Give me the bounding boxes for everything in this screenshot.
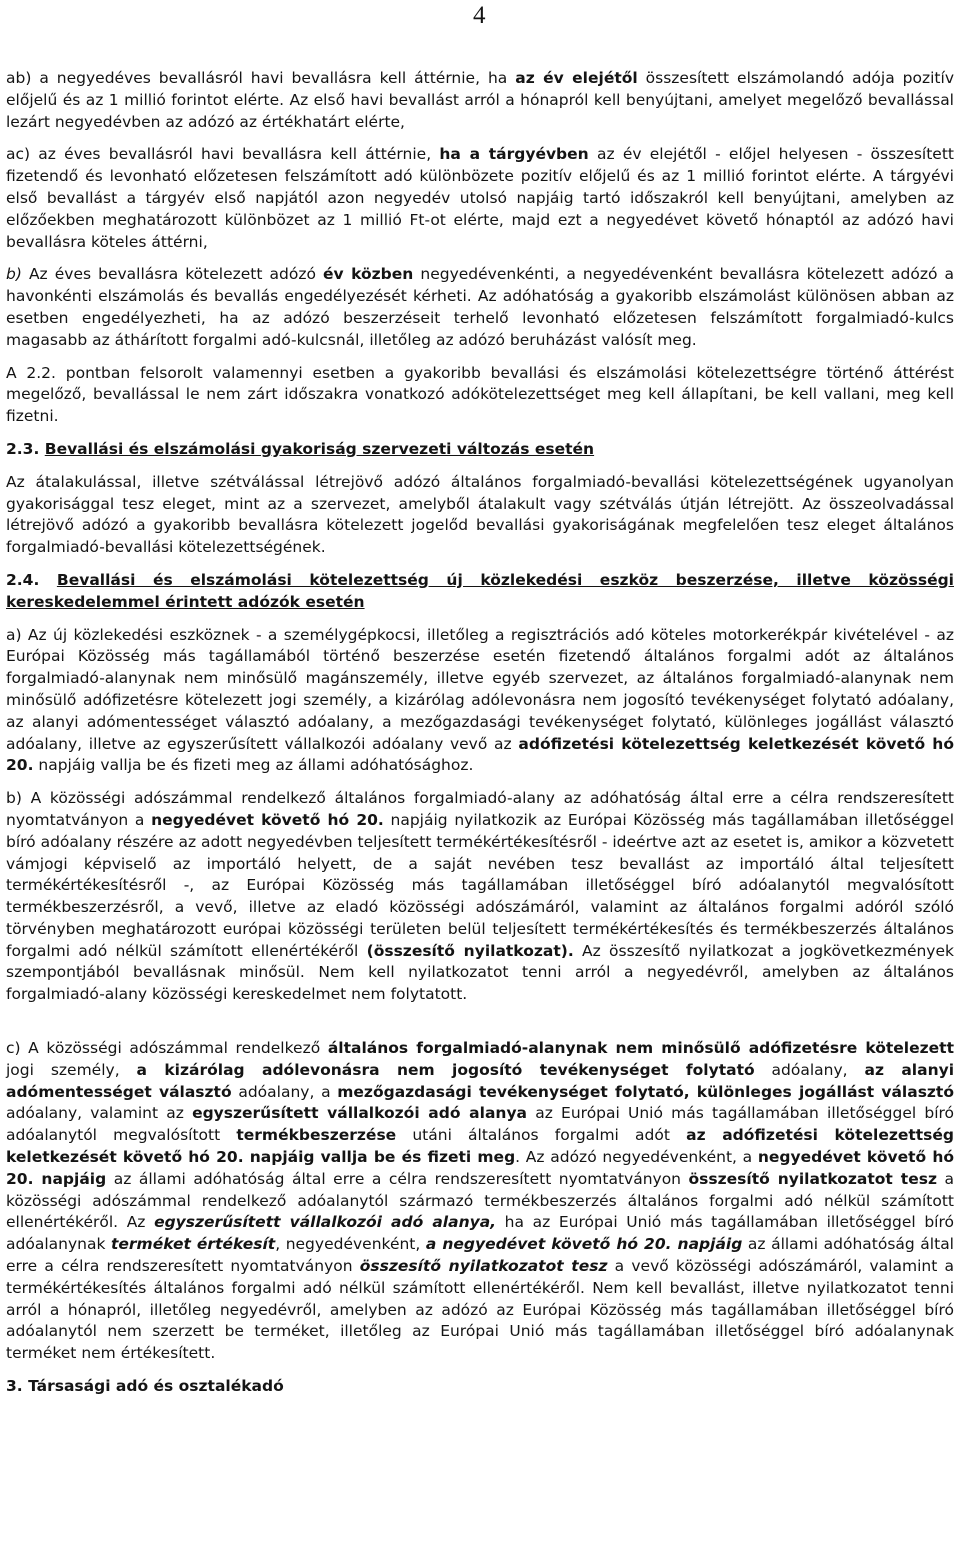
text-run: az év elejétől xyxy=(515,69,638,87)
text-run: negyedévet követő hó 20. napjáig xyxy=(6,1148,954,1188)
text-run: a negyedévet követő hó 20. napjáig xyxy=(425,1235,743,1254)
document-body xyxy=(6,68,954,1398)
text-run: terméket értékesít xyxy=(110,1235,276,1254)
text-run: adófizetési kötelezettség keletkezését követő hó 20. xyxy=(6,734,954,775)
paragraph-b-community-trade xyxy=(6,788,954,1006)
paragraph-a-new-vehicle xyxy=(6,625,954,778)
text-run: 3. Társasági adó és osztalékadó xyxy=(6,1377,284,1396)
text-run: c) A közösségi adószámmal rendelkező xyxy=(6,1039,328,1058)
text-run: ab) a negyedéves bevallásról havi bevallásra kell áttérnie, ha xyxy=(6,69,516,87)
text-run: Az éves bevallásra kötelezett adózó xyxy=(21,265,323,284)
text-run: A 2.2. pontban felsorolt valamennyi esetben a gyakoribb bevallási és elszámolási kötelezettségre történő áttérést megelőző, bevallással le nem zárt időszakra vonatkozó adókötelezettséget meg kell állapítani, be kell vallani, meg kell fizetni. xyxy=(6,363,954,426)
text-run: a kizárólag adólevonásra nem jogosító tevékenységet folytató xyxy=(136,1060,755,1079)
text-run: év közben xyxy=(322,265,414,284)
text-run: a közösségi adószámmal rendelkező adóalanytól származó termékbeszerzés általános forgalmi adó nélkül számított ellenértékéről. Az xyxy=(6,1169,954,1232)
text-run: 2.3. xyxy=(6,439,45,458)
text-run: negyedévenkénti, a negyedévenként bevallásra kötelezett adózó a havonkénti elszámolás és bevallás engedélyezését kérheti. Az adóhatóság a gyakoribb elszámolást különösen abban az esetben engedélyezheti, ha az adózó beszerzéseit terhelő levonható előzetesen felszámított forgalmiadó-kulcs magasabb az áthárított forgalmi adó-kulcsnál, illetőleg az adózó beruházást valósít meg. xyxy=(6,265,954,349)
text-run: adóalany, xyxy=(754,1060,865,1079)
text-run: napjáig nyilatkozik az Európai Közösség más tagállamában illetőséggel bíró adóalany részére az adott negyedévben teljesített termékértékesítésről - ideértve azt az esetet is, amikor a közvetett vámjogi képviselő az importáló helyett, de a saját nevében tesz bevallást az importáló által teljesített termékértékesítésről -, az Európai Közösség más tagállamában illetőséggel bíró adóalanytól megvalósított termékbeszerzésről, a vevő, illetve az eladó közösségi adószámáról, valamint az általános forgalmi adóról szóló törvényben meghatározott európai közösségi területen belül teljesített termékértékesítés és termékbeszerzés általános forgalmi adó nélkül számított ellenértékéről xyxy=(6,810,955,960)
section-heading-2-4 xyxy=(6,570,954,614)
paragraph-ab xyxy=(6,68,954,133)
text-run: 2.4. xyxy=(6,570,57,589)
paragraph-reorganisation xyxy=(6,472,954,559)
text-run: az év elejétől - előjel helyesen - összesített fizetendő és levonható előzetesen felszámított adó különbözete pozitív előjelű és az 1 millió forintot elérte. A tárgyévi első bevallást a tárgyév első napjától azon negyedév utolsó napjáig tartó időszakról kell benyújtani, amelyben az előzőekben meghatározott különbözet az 1 millió Ft-ot elérte, majd ezt a negyedévet követő hónaptól az adózó havi bevallásra köteles áttérni, xyxy=(6,145,954,251)
text-run: Bevallási és elszámolási gyakoriság szervezeti változás esetén xyxy=(44,439,595,458)
text-run: összesítő nyilatkozatot tesz xyxy=(359,1257,608,1276)
text-run: negyedévet követő hó 20. xyxy=(151,810,384,829)
paragraph-transition xyxy=(6,363,954,428)
paragraph-b xyxy=(6,264,954,351)
text-run: egyszerűsített vállalkozói adó alanya xyxy=(192,1104,528,1123)
text-run: általános forgalmiadó-alanynak nem minősülő adófizetésre kötelezett xyxy=(327,1039,954,1058)
text-run: a) Az új közlekedési eszköznek - a személygépkocsi, illetőleg a regisztrációs adó köteles motorkerékpár kivételével - az Európai Közösség más tagállamából történő beszerzése esetén fizetendő általános forgalmi adót az általános forgalmiadó-alanynak nem minősülő magánszemély, illetve egyéb szervezet, az általános forgalmiadó-alanynak nem minősülő adófizetésre kötelezett jogi személy, a kizárólag adólevonásra nem jogosító tevékenységet folytató adóalany, az alanyi adómentességet választó adóalany, a mezőgazdasági tevékenységet folytató, különleges jogállást választó adóalany, illetve az egyszerűsített vállalkozói adóalany vevő az xyxy=(6,625,954,753)
text-run: az alanyi adómentességet választó xyxy=(6,1060,955,1101)
section-heading-2-3 xyxy=(6,439,954,461)
text-run: az állami adóhatóság által erre a célra rendszeresített nyomtatványon xyxy=(6,1235,954,1276)
text-run: az adófizetési kötelezettség keletkezését követő hó 20. napjáig vallja be és fizeti meg xyxy=(6,1126,955,1167)
text-run: a vevő közösségi adószámáról, valamint a termékértékesítés általános forgalmi adó nélkül számított ellenértékéről. Nem kell bevallást, illetve nyilatkozatot tenni arról a hónapról, illetőleg negyedévről, amelyben az adózó az Európai Közösség más tagállamában illetőséggel bíró adóalanytól nem szerzett be terméket, illetőleg az Európai Unió más tagállamában illetőséggel bíró adóalanynak terméket nem értékesített. xyxy=(6,1257,954,1363)
text-run: Bevallási és elszámolási kötelezettség új közlekedési eszköz beszerzése, illetve közösségi kereskedelemmel érintett adózók esetén xyxy=(6,570,954,611)
section-heading-3 xyxy=(6,1376,954,1398)
text-run: Az átalakulással, illetve szétválással létrejövő adózó általános forgalmiadó-bevallási kötelezettségének ugyanolyan gyakorisággal tesz eleget, mint az a szervezet, amelyből átalakult vagy szétválás útján létrejött. Az összeolvadással létrejövő adózó a gyakoribb bevallásra kötelezett jogelőd bevallási gyakoriságának megfelelően tesz eleget általános forgalmiadó-bevallási kötelezettségének. xyxy=(6,472,954,557)
text-run: utáni általános forgalmi adót xyxy=(396,1126,687,1145)
text-run: egyszerűsített vállalkozói adó alanya, xyxy=(154,1213,497,1232)
text-run: napjáig vallja be és fizeti meg az állami adóhatósághoz. xyxy=(33,756,474,775)
text-run: , negyedévenként, xyxy=(275,1235,426,1254)
text-run: termékbeszerzése xyxy=(236,1126,397,1145)
text-run: ha az Európai Unió más tagállamában illetőséggel bíró adóalanynak xyxy=(6,1213,954,1254)
text-run: ac) az éves bevallásról havi bevallásra kell áttérnie, xyxy=(6,145,440,164)
paragraph-c-community-trade xyxy=(6,1038,954,1365)
text-run: az Európai Unió más tagállamában illetőséggel bíró adóalanytól megvalósított xyxy=(6,1104,955,1145)
text-run: összesítő nyilatkozatot tesz xyxy=(688,1169,937,1188)
text-run: mezőgazdasági tevékenységet folytató, különleges jogállást választó xyxy=(337,1082,954,1101)
text-run: adóalany, a xyxy=(231,1082,338,1101)
text-run: . Az adózó negyedévenként, a xyxy=(515,1148,758,1167)
text-run: b) A közösségi adószámmal rendelkező általános forgalmiadó-alany az adóhatóság által erre a célra rendszeresített nyomtatványon a xyxy=(6,789,954,829)
text-run: (összesítő nyilatkozat). xyxy=(366,941,574,960)
page-number: 4 xyxy=(473,2,486,29)
text-run: ha a tárgyévben xyxy=(439,145,589,164)
text-run: Az összesítő nyilatkozat a jogkövetkezmények szempontjából bevallásnak minősül. Nem kell nyilatkozatot tenni arról a negyedévről, amelyben az általános forgalmiadó-alany közösségi kereskedelmet nem folytatott. xyxy=(6,941,954,1004)
text-run: összesített elszámolandó adója pozitív előjelű és az 1 millió forintot elérte. Az első havi bevallást arról a hónapról kell benyújtani, amelyet megelőző bevallással lezárt negyedévben az adózó az értékhatárt elérte, xyxy=(6,69,954,131)
paragraph-ac xyxy=(6,144,954,253)
text-run: az állami adóhatóság által erre a célra rendszeresített nyomtatványon xyxy=(106,1169,689,1188)
text-run: jogi személy, xyxy=(6,1060,137,1079)
text-run: b) xyxy=(6,265,22,284)
text-run: adóalany, valamint az xyxy=(6,1104,193,1123)
